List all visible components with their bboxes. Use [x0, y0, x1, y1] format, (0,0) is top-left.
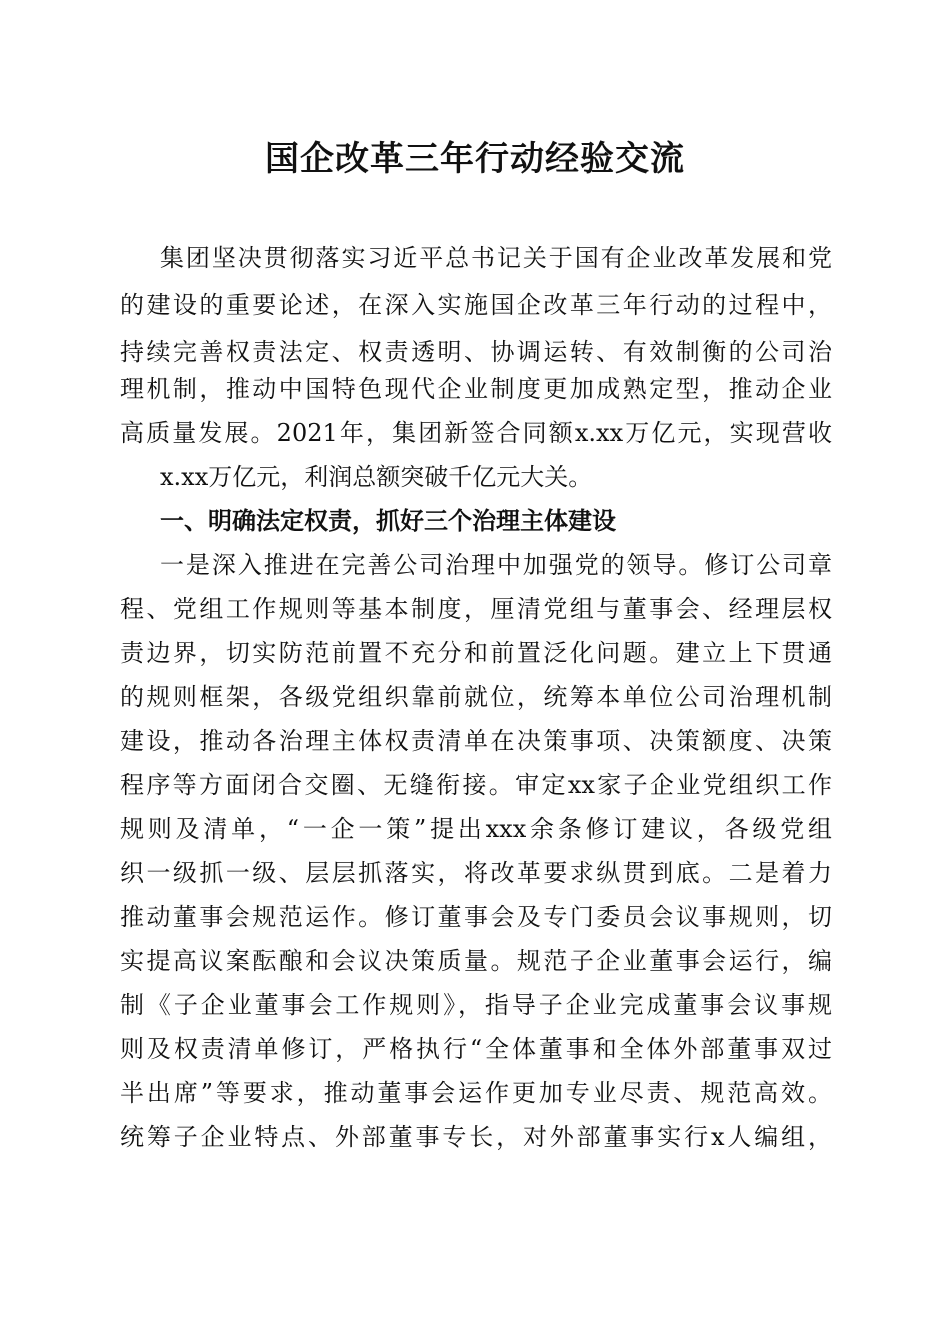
section-line-9: 推动董事会规范运作。修订董事会及专门委员会议事规则，切 [120, 903, 832, 931]
section-line-5: 建设，推动各治理主体权责清单在决策事项、决策额度、决策 [120, 727, 832, 755]
section-line-4: 的规则框架，各级党组织靠前就位，统筹本单位公司治理机制 [120, 683, 832, 711]
intro-line-4: 理机制，推动中国特色现代企业制度更加成熟定型，推动企业 [120, 375, 832, 403]
section-line-7: 规则及清单，“一企一策”提出xxx余条修订建议，各级党组 [120, 815, 832, 843]
section-line-3: 责边界，切实防范前置不充分和前置泛化问题。建立上下贯通 [120, 639, 832, 667]
section-line-2: 程、党组工作规则等基本制度，厘清党组与董事会、经理层权 [120, 595, 832, 623]
section-line-11: 制《子企业董事会工作规则》，指导子企业完成董事会议事规 [120, 991, 832, 1019]
document-title: 国企改革三年行动经验交流 [265, 139, 685, 179]
section-line-13: 半出席”等要求，推动董事会运作更加专业尽责、规范高效。 [120, 1079, 832, 1107]
section-line-12: 则及权责清单修订，严格执行“全体董事和全体外部董事双过 [120, 1035, 832, 1063]
section-line-8: 织一级抓一级、层层抓落实，将改革要求纵贯到底。二是着力 [120, 859, 832, 887]
intro-line-5: 高质量发展。2021年，集团新签合同额x.xx万亿元，实现营收 [120, 419, 832, 447]
section-line-14: 统筹子企业特点、外部董事专长，对外部董事实行x人编组， [120, 1123, 832, 1151]
intro-line-6: x.xx万亿元，利润总额突破千亿元大关。 [160, 463, 593, 491]
section-line-10: 实提高议案酝酿和会议决策质量。规范子企业董事会运行，编 [120, 947, 832, 975]
intro-line-2: 的建设的重要论述，在深入实施国企改革三年行动的过程中， [120, 291, 832, 319]
intro-line-1: 集团坚决贯彻落实习近平总书记关于国有企业改革发展和党 [160, 244, 832, 272]
section-line-1: 一是深入推进在完善公司治理中加强党的领导。修订公司章 [160, 551, 832, 579]
section-heading: 一、明确法定权责，抓好三个治理主体建设 [160, 507, 616, 535]
section-line-6: 程序等方面闭合交圈、无缝衔接。审定xx家子企业党组织工作 [120, 771, 832, 799]
intro-line-3: 持续完善权责法定、权责透明、协调运转、有效制衡的公司治 [120, 338, 832, 366]
